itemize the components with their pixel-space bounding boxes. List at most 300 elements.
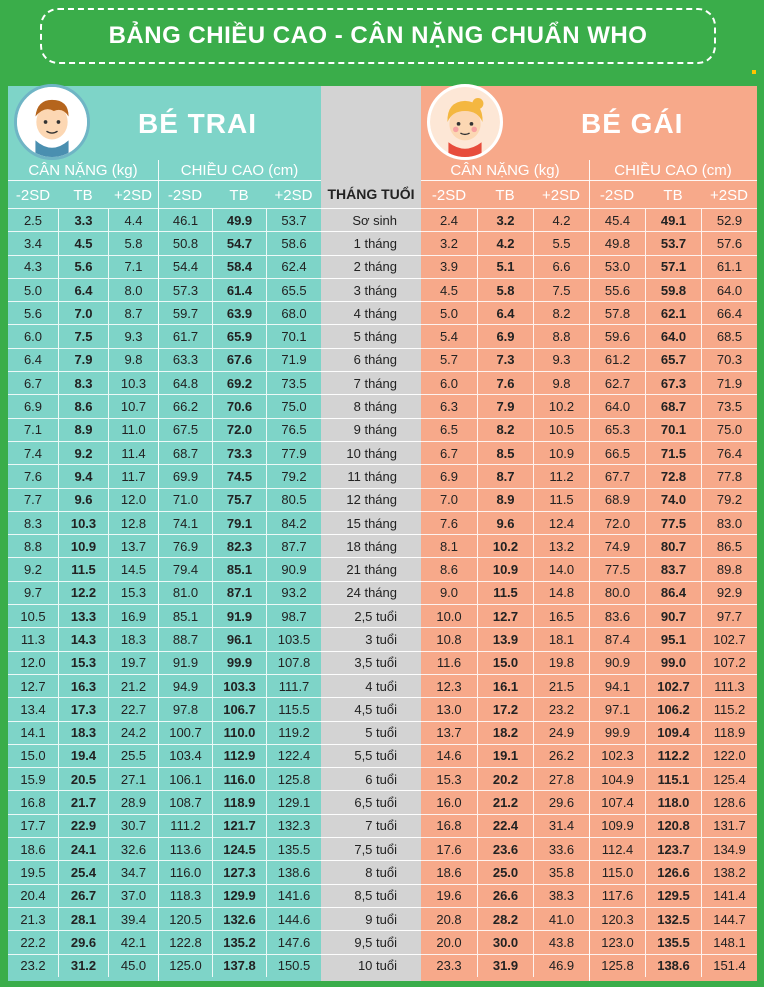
age-label: 12 tháng [346, 492, 397, 508]
boy-table-cell: 63.3 [158, 349, 212, 371]
boy-table-row [8, 790, 321, 813]
girl-table-cell: 68.5 [701, 325, 757, 347]
boy-table-cell: 25.5 [108, 745, 158, 767]
girl-table-cell: 14.6 [436, 748, 462, 764]
boy-table-cell: 9.7 [23, 585, 43, 601]
age-row [321, 488, 421, 511]
boy-table-cell: 10.3 [58, 512, 108, 534]
boy-table-cell: 12.0 [20, 655, 46, 671]
boy-table-cell: 19.5 [20, 864, 46, 880]
boy-table-row [8, 534, 321, 557]
boy-table-cell: 15.3 [108, 582, 158, 604]
girl-table-row [421, 208, 757, 231]
girl-table-cell: 5.7 [439, 352, 459, 368]
boy-table-cell: 8.3 [58, 372, 108, 394]
girl-table-row [421, 767, 757, 790]
age-list [321, 208, 421, 977]
boy-table-cell: 5.6 [23, 305, 43, 321]
boy-table-cell: 97.8 [158, 698, 212, 720]
boy-table-cell: 9.3 [108, 325, 158, 347]
boy-table-row [8, 581, 321, 604]
girl-table-cell: 11.5 [477, 582, 533, 604]
boy-table-cell: 9.2 [58, 442, 108, 464]
girl-table-cell: 11.2 [533, 465, 589, 487]
boy-table-cell: 65.9 [212, 325, 266, 347]
girl-table-cell: 8.2 [533, 302, 589, 324]
boy-table-cell: 14.5 [108, 558, 158, 580]
boy-table-row [8, 744, 321, 767]
boy-table-cell: 12.0 [108, 489, 158, 511]
age-row [321, 721, 421, 744]
boy-table-cell: 8.7 [108, 302, 158, 324]
boy-table-cell: 5.8 [108, 232, 158, 254]
boy-table-cell: 132.6 [212, 908, 266, 930]
boy-table-row [8, 371, 321, 394]
girl-table-cell: 73.5 [701, 395, 757, 417]
girl-table-cell: 76.4 [701, 442, 757, 464]
girl-table-cell: 94.1 [589, 675, 645, 697]
age-row [321, 278, 421, 301]
age-label: 4,5 tuổi [354, 701, 397, 717]
girl-table-cell: 83.0 [701, 512, 757, 534]
boy-table-cell: 67.5 [158, 419, 212, 441]
girl-table [421, 208, 757, 977]
boy-table-cell: 24.2 [108, 722, 158, 744]
girl-table-cell: 115.2 [701, 698, 757, 720]
boy-table-cell: 144.6 [266, 908, 321, 930]
boy-table-cell: 70.6 [212, 395, 266, 417]
boy-table-row [8, 721, 321, 744]
boy-table-cell: 66.2 [158, 395, 212, 417]
girl-table-cell: 107.4 [589, 791, 645, 813]
boy-table-cell: 22.9 [58, 815, 108, 837]
boy-title: BÉ TRAI [138, 108, 257, 139]
girl-table-cell: 151.4 [701, 955, 757, 977]
girl-table-row [421, 231, 757, 254]
girl-table-cell: 18.1 [533, 628, 589, 650]
boy-table-cell: 21.7 [58, 791, 108, 813]
boy-table-cell: 137.8 [212, 955, 266, 977]
girl-table-row [421, 394, 757, 417]
boy-table-cell: 7.1 [108, 256, 158, 278]
girl-table-cell: 120.3 [589, 908, 645, 930]
age-row [321, 301, 421, 324]
girl-table-cell: 138.2 [701, 861, 757, 883]
boy-table-cell: 6.0 [23, 329, 43, 345]
girl-table-cell: 6.7 [439, 445, 459, 461]
girl-table-cell: 49.1 [645, 209, 701, 231]
girl-table-cell: 12.3 [436, 678, 462, 694]
girl-table-cell: 5.8 [477, 279, 533, 301]
boy-table-row [8, 255, 321, 278]
boy-table-row [8, 697, 321, 720]
boy-table-row [8, 418, 321, 441]
boy-table-row [8, 441, 321, 464]
age-label: 6 tháng [353, 352, 397, 368]
boy-col-header: TB [229, 186, 249, 204]
boy-table-cell: 7.7 [23, 492, 43, 508]
girl-table-row [421, 418, 757, 441]
girl-table-row [421, 907, 757, 930]
girl-table-cell: 64.0 [645, 325, 701, 347]
girl-table-cell: 16.8 [436, 818, 462, 834]
boy-table-cell: 129.1 [266, 791, 321, 813]
boy-table-cell: 135.2 [212, 931, 266, 953]
girl-table-cell: 10.0 [436, 608, 462, 624]
age-label: 11 tháng [347, 468, 397, 484]
girl-table-cell: 128.6 [701, 791, 757, 813]
boy-table-cell: 77.9 [266, 442, 321, 464]
girl-table-cell: 14.8 [533, 582, 589, 604]
girl-table-cell: 31.4 [533, 815, 589, 837]
girl-table-cell: 27.8 [533, 768, 589, 790]
girl-table-cell: 7.0 [439, 492, 459, 508]
girl-table-row [421, 884, 757, 907]
boy-table-row [8, 464, 321, 487]
boy-table-cell: 42.1 [108, 931, 158, 953]
boy-table-cell: 94.9 [158, 675, 212, 697]
boy-table-cell: 111.2 [158, 815, 212, 837]
boy-table-cell: 76.9 [158, 535, 212, 557]
girl-table-cell: 15.0 [477, 652, 533, 674]
boy-table-cell: 79.1 [212, 512, 266, 534]
girl-col-header: TB [663, 186, 683, 204]
boy-table-cell: 3.4 [23, 235, 43, 251]
boy-table-cell: 7.9 [58, 349, 108, 371]
age-label: 5,5 tuổi [354, 748, 397, 764]
girl-table-cell: 65.3 [589, 419, 645, 441]
boy-table-row [8, 208, 321, 231]
boy-table-cell: 54.4 [158, 256, 212, 278]
boy-table-cell: 8.6 [58, 395, 108, 417]
girl-table-cell: 12.4 [533, 512, 589, 534]
girl-table-cell: 8.5 [477, 442, 533, 464]
girl-table-cell: 6.6 [533, 256, 589, 278]
girl-table-cell: 10.9 [477, 558, 533, 580]
girl-table-cell: 138.6 [645, 955, 701, 977]
girl-table-row [421, 860, 757, 883]
boy-table-cell: 64.8 [158, 372, 212, 394]
boy-avatar-icon [14, 84, 90, 160]
age-row [321, 441, 421, 464]
age-row [321, 860, 421, 883]
boy-table-cell: 18.6 [20, 841, 46, 857]
girl-table-cell: 3.2 [439, 235, 459, 251]
boy-table-cell: 111.7 [266, 675, 321, 697]
boy-table-row [8, 604, 321, 627]
girl-table-cell: 65.7 [645, 349, 701, 371]
age-column [321, 86, 421, 981]
girl-table-cell: 55.6 [589, 279, 645, 301]
girl-table-cell: 72.8 [645, 465, 701, 487]
boy-table-cell: 6.4 [58, 279, 108, 301]
boy-weight-header: CÂN NẶNG (kg) [28, 161, 138, 179]
girl-table-row [421, 837, 757, 860]
girl-table-cell: 23.6 [477, 838, 533, 860]
girl-table-cell: 106.2 [645, 698, 701, 720]
boy-table-cell: 5.6 [58, 256, 108, 278]
boy-table-cell: 88.7 [158, 628, 212, 650]
boy-table-cell: 73.5 [266, 372, 321, 394]
girl-table-cell: 57.8 [589, 302, 645, 324]
girl-table-cell: 109.4 [645, 722, 701, 744]
boy-table-cell: 15.0 [20, 748, 46, 764]
girl-col-header: TB [495, 186, 515, 204]
girl-table-cell: 8.1 [439, 538, 459, 554]
girl-table-cell: 111.3 [701, 675, 757, 697]
girl-table-cell: 53.0 [589, 256, 645, 278]
boy-table-cell: 147.6 [266, 931, 321, 953]
girl-table-row [421, 348, 757, 371]
boy-table-cell: 10.3 [108, 372, 158, 394]
girl-table-row [421, 674, 757, 697]
girl-weight-header: CÂN NẶNG (kg) [450, 161, 560, 179]
age-label: 7,5 tuổi [354, 841, 397, 857]
boy-table-cell: 76.5 [266, 419, 321, 441]
boy-table-cell: 69.2 [212, 372, 266, 394]
girl-table-cell: 3.9 [439, 259, 459, 275]
girl-table-cell: 70.3 [701, 349, 757, 371]
boy-table-row [8, 511, 321, 534]
girl-table-cell: 112.4 [589, 838, 645, 860]
boy-table-cell: 8.8 [23, 538, 43, 554]
boy-table-cell: 63.9 [212, 302, 266, 324]
girl-table-cell: 10.5 [533, 419, 589, 441]
boy-table-cell: 115.5 [266, 698, 321, 720]
boy-table-cell: 57.3 [158, 279, 212, 301]
girl-table-cell: 31.9 [477, 955, 533, 977]
boy-table-cell: 80.5 [266, 489, 321, 511]
boy-table-cell: 13.7 [108, 535, 158, 557]
boy-table-cell: 106.1 [158, 768, 212, 790]
girl-table-cell: 112.2 [645, 745, 701, 767]
age-row [321, 255, 421, 278]
boy-table-cell: 29.6 [58, 931, 108, 953]
girl-table-cell: 6.9 [477, 325, 533, 347]
boy-table-cell: 14.1 [20, 725, 46, 741]
girl-table-cell: 70.1 [645, 419, 701, 441]
boy-col-header: +2SD [114, 186, 152, 204]
boy-table-cell: 91.9 [212, 605, 266, 627]
boy-table-cell: 20.5 [58, 768, 108, 790]
boy-table-cell: 16.3 [58, 675, 108, 697]
boy-table-row [8, 394, 321, 417]
boy-table-cell: 116.0 [212, 768, 266, 790]
girl-table-cell: 7.3 [477, 349, 533, 371]
girl-col-header: -2SD [599, 186, 635, 204]
girl-table-cell: 5.1 [477, 256, 533, 278]
boy-table-cell: 81.0 [158, 582, 212, 604]
age-label: 10 tuổi [357, 958, 397, 974]
girl-table-cell: 97.1 [589, 698, 645, 720]
boy-table-cell: 10.7 [108, 395, 158, 417]
boy-table-cell: 9.8 [108, 349, 158, 371]
girl-table-row [421, 581, 757, 604]
boy-table-cell: 85.1 [158, 605, 212, 627]
decorative-dot [752, 70, 756, 74]
age-label: 9,5 tuổi [354, 934, 397, 950]
girl-table-cell: 9.0 [439, 585, 459, 601]
age-row [321, 697, 421, 720]
girl-table-cell: 71.5 [645, 442, 701, 464]
boy-panel [8, 86, 321, 981]
girl-table-cell: 59.8 [645, 279, 701, 301]
age-label: 4 tuổi [365, 678, 397, 694]
girl-table-cell: 41.0 [533, 908, 589, 930]
age-row [321, 884, 421, 907]
boy-table-cell: 90.9 [266, 558, 321, 580]
girl-table-cell: 6.0 [439, 375, 459, 391]
age-row [321, 208, 421, 231]
boy-table-cell: 39.4 [108, 908, 158, 930]
girl-table-row [421, 534, 757, 557]
age-label: 9 tuổi [365, 911, 397, 927]
boy-table-cell: 59.7 [158, 302, 212, 324]
girl-table-cell: 6.3 [439, 399, 459, 415]
boy-table-cell: 112.9 [212, 745, 266, 767]
age-row [321, 790, 421, 813]
boy-table-cell: 11.3 [20, 631, 46, 647]
girl-table-cell: 19.6 [436, 888, 462, 904]
girl-table-cell: 29.6 [533, 791, 589, 813]
age-label: 21 tháng [346, 562, 397, 578]
girl-table-cell: 126.6 [645, 861, 701, 883]
boy-table-cell: 129.9 [212, 885, 266, 907]
age-row [321, 464, 421, 487]
girl-table-cell: 97.7 [701, 605, 757, 627]
girl-table-cell: 11.6 [436, 655, 462, 671]
girl-table-cell: 66.4 [701, 302, 757, 324]
girl-table-cell: 53.7 [645, 232, 701, 254]
age-row [321, 511, 421, 534]
girl-table-cell: 89.8 [701, 558, 757, 580]
boy-table [8, 208, 321, 977]
boy-table-cell: 74.1 [158, 512, 212, 534]
age-label: 3,5 tuổi [354, 655, 397, 671]
girl-col-header: +2SD [710, 186, 748, 204]
girl-table-cell: 125.8 [589, 955, 645, 977]
girl-table-cell: 18.6 [436, 864, 462, 880]
girl-table-cell: 5.4 [439, 329, 459, 345]
age-row [321, 930, 421, 953]
girl-table-cell: 141.4 [701, 885, 757, 907]
boy-table-row [8, 651, 321, 674]
boy-table-cell: 122.8 [158, 931, 212, 953]
boy-table-cell: 62.4 [266, 256, 321, 278]
boy-table-cell: 8.0 [108, 279, 158, 301]
boy-table-cell: 141.6 [266, 885, 321, 907]
girl-table-cell: 7.5 [533, 279, 589, 301]
girl-table-cell: 10.9 [533, 442, 589, 464]
boy-table-cell: 107.8 [266, 652, 321, 674]
girl-table-row [421, 511, 757, 534]
boy-table-cell: 8.9 [58, 419, 108, 441]
boy-table-cell: 37.0 [108, 885, 158, 907]
age-label: 6 tuổi [365, 771, 397, 787]
boy-table-cell: 110.0 [212, 722, 266, 744]
boy-table-cell: 69.9 [158, 465, 212, 487]
boy-table-cell: 19.7 [108, 652, 158, 674]
boy-table-row [8, 348, 321, 371]
boy-table-cell: 23.2 [20, 958, 46, 974]
girl-table-cell: 7.9 [477, 395, 533, 417]
boy-table-row [8, 557, 321, 580]
girl-table-cell: 57.6 [701, 232, 757, 254]
girl-height-header: CHIỀU CAO (cm) [614, 161, 732, 179]
boy-table-cell: 21.2 [108, 675, 158, 697]
girl-table-cell: 59.6 [589, 325, 645, 347]
girl-table-row [421, 814, 757, 837]
age-row [321, 348, 421, 371]
age-row [321, 534, 421, 557]
boy-table-cell: 18.3 [58, 722, 108, 744]
boy-table-row [8, 767, 321, 790]
boy-table-cell: 17.7 [20, 818, 46, 834]
girl-table-cell: 61.1 [701, 256, 757, 278]
girl-table-cell: 135.5 [645, 931, 701, 953]
age-row [321, 581, 421, 604]
age-label: 15 tháng [346, 515, 397, 531]
boy-table-cell: 103.3 [212, 675, 266, 697]
girl-table-cell: 4.5 [439, 282, 459, 298]
girl-table-cell: 15.3 [436, 771, 462, 787]
boy-table-cell: 11.0 [108, 419, 158, 441]
girl-table-row [421, 278, 757, 301]
girl-table-row [421, 790, 757, 813]
boy-table-cell: 18.3 [108, 628, 158, 650]
boy-table-cell: 54.7 [212, 232, 266, 254]
girl-table-cell: 129.5 [645, 885, 701, 907]
girl-table-cell: 87.4 [589, 628, 645, 650]
age-label: 18 tháng [346, 538, 397, 554]
girl-table-cell: 115.0 [589, 861, 645, 883]
age-row [321, 324, 421, 347]
girl-table-row [421, 557, 757, 580]
girl-table-cell: 26.2 [533, 745, 589, 767]
boy-table-cell: 10.9 [58, 535, 108, 557]
girl-table-cell: 5.5 [533, 232, 589, 254]
boy-table-cell: 125.0 [158, 955, 212, 977]
boy-table-row [8, 860, 321, 883]
girl-table-cell: 115.1 [645, 768, 701, 790]
girl-avatar-icon [427, 84, 503, 160]
boy-table-cell: 22.7 [108, 698, 158, 720]
girl-table-cell: 77.5 [645, 512, 701, 534]
girl-table-cell: 148.1 [701, 931, 757, 953]
girl-table-cell: 131.7 [701, 815, 757, 837]
boy-table-cell: 34.7 [108, 861, 158, 883]
girl-table-cell: 35.8 [533, 861, 589, 883]
girl-table-cell: 80.0 [589, 582, 645, 604]
girl-table-cell: 99.0 [645, 652, 701, 674]
boy-table-cell: 10.5 [20, 608, 46, 624]
girl-table-cell: 8.8 [533, 325, 589, 347]
age-row [321, 907, 421, 930]
girl-table-row [421, 464, 757, 487]
girl-table-row [421, 721, 757, 744]
boy-table-row [8, 930, 321, 953]
girl-table-cell: 9.6 [477, 512, 533, 534]
girl-table-cell: 8.6 [439, 562, 459, 578]
girl-table-cell: 8.7 [477, 465, 533, 487]
boy-table-cell: 67.6 [212, 349, 266, 371]
boy-table-cell: 15.3 [58, 652, 108, 674]
girl-table-cell: 8.2 [477, 419, 533, 441]
boy-table-cell: 61.4 [212, 279, 266, 301]
boy-table-cell: 108.7 [158, 791, 212, 813]
boy-table-cell: 6.4 [23, 352, 43, 368]
girl-table-cell: 20.8 [436, 911, 462, 927]
